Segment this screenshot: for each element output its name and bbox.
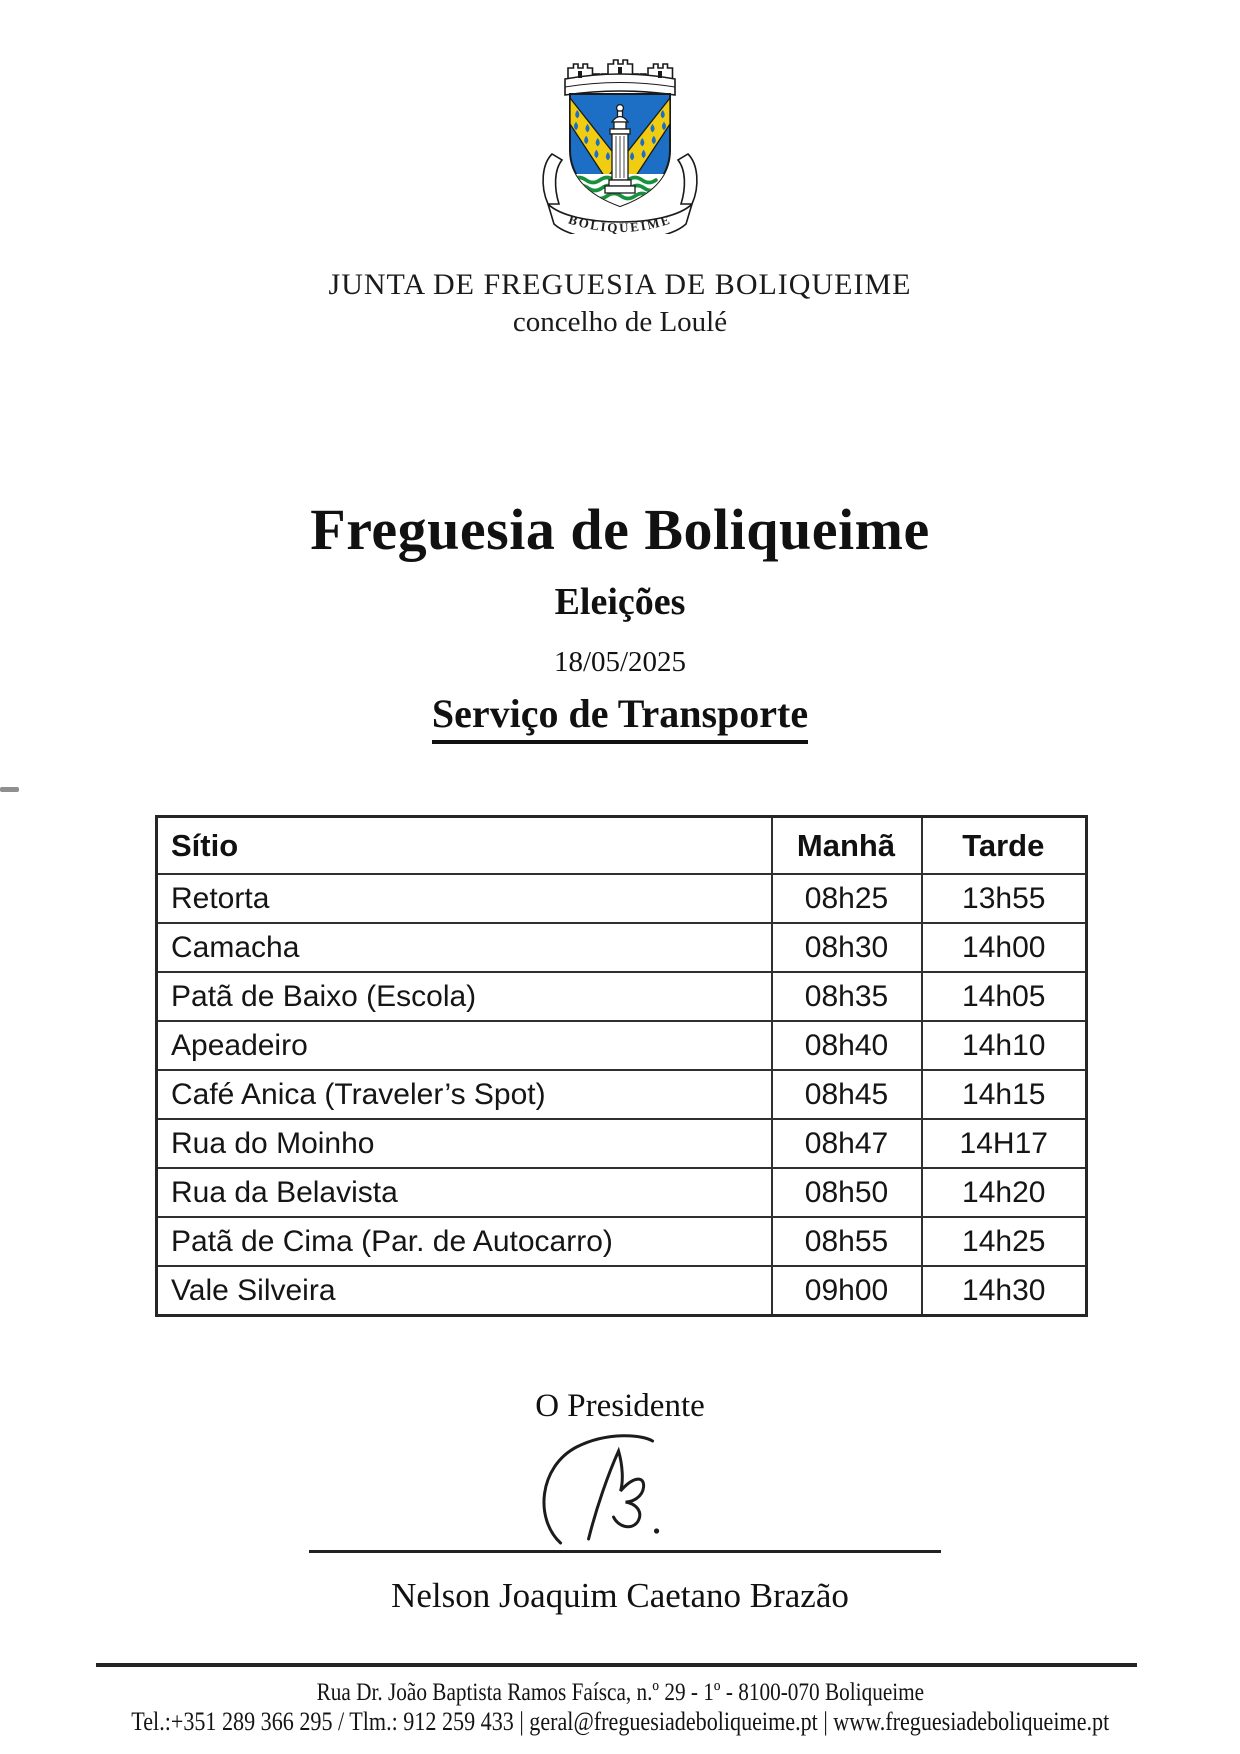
table-cell: 08h25 — [772, 874, 922, 923]
table-cell: Patã de Baixo (Escola) — [157, 972, 772, 1021]
table-row — [157, 1070, 1087, 1119]
table-row — [157, 1266, 1087, 1316]
org-name: JUNTA DE FREGUESIA DE BOLIQUEIME — [328, 268, 912, 301]
table-cell: Camacha — [157, 923, 772, 972]
table-row — [157, 972, 1087, 1021]
president-name: Nelson Joaquim Caetano Brazão — [391, 1576, 849, 1615]
table-row — [157, 1119, 1087, 1168]
mural-crown-icon — [565, 60, 675, 95]
table-cell: 08h35 — [772, 972, 922, 1021]
footer-divider — [96, 1663, 1137, 1667]
table-cell: 08h50 — [772, 1168, 922, 1217]
column-header: Manhã — [772, 817, 922, 875]
table-row — [157, 874, 1087, 923]
coat-of-arms — [531, 58, 709, 234]
table-cell: 08h45 — [772, 1070, 922, 1119]
section-title-text: Serviço de Transporte — [432, 690, 808, 744]
subtitle-eleicoes: Eleições — [554, 581, 686, 623]
section-title — [0, 690, 1240, 744]
footer-address-row — [0, 1679, 1240, 1707]
table-row — [157, 1021, 1087, 1070]
table-cell: Rua do Moinho — [157, 1119, 772, 1168]
election-date: 18/05/2025 — [553, 646, 687, 678]
table-cell: 14h10 — [922, 1021, 1087, 1070]
table-row — [157, 1217, 1087, 1266]
transport-schedule-table — [155, 815, 1088, 1317]
table-cell: 14h20 — [922, 1168, 1087, 1217]
table-cell: 09h00 — [772, 1266, 922, 1316]
table-header-row — [157, 817, 1087, 875]
table-cell: 08h30 — [772, 923, 922, 972]
table-cell: Patã de Cima (Par. de Autocarro) — [157, 1217, 772, 1266]
table-cell: 14h05 — [922, 972, 1087, 1021]
table-cell: 13h55 — [922, 874, 1087, 923]
crest-ribbon-label: BOLIQUEIME — [566, 211, 674, 234]
table-cell: Vale Silveira — [157, 1266, 772, 1316]
table-cell: 08h55 — [772, 1217, 922, 1266]
table-cell: 14h30 — [922, 1266, 1087, 1316]
table-cell: 14h15 — [922, 1070, 1087, 1119]
table-row — [157, 923, 1087, 972]
president-label: O Presidente — [535, 1388, 705, 1424]
table-row — [157, 1168, 1087, 1217]
footer-address: Rua Dr. João Baptista Ramos Faísca, n.º 29 - 1º - 8100-070 Boliqueime — [316, 1679, 924, 1706]
table-body — [157, 874, 1087, 1316]
column-header: Tarde — [922, 817, 1087, 875]
signature-handwriting — [531, 1425, 703, 1557]
footer-contacts-row — [0, 1707, 1240, 1737]
table-cell: Retorta — [157, 874, 772, 923]
footer-contacts: Tel.:+351 289 366 295 / Tlm.: 912 259 433 | geral@freguesiadeboliqueime.pt | www.freguesiadeboliqueime.pt — [131, 1707, 1109, 1736]
table-cell: Apeadeiro — [157, 1021, 772, 1070]
org-subname: concelho de Loulé — [512, 306, 728, 338]
signature-line — [309, 1550, 941, 1553]
table-cell: 08h40 — [772, 1021, 922, 1070]
table-cell: Rua da Belavista — [157, 1168, 772, 1217]
column-header: Sítio — [157, 817, 772, 875]
page-title: Freguesia de Boliqueime — [310, 497, 930, 562]
table-cell: Café Anica (Traveler’s Spot) — [157, 1070, 772, 1119]
table-cell: 14H17 — [922, 1119, 1087, 1168]
scan-artifact-dash — [0, 787, 19, 792]
table-cell: 14h25 — [922, 1217, 1087, 1266]
table-cell: 08h47 — [772, 1119, 922, 1168]
table-cell: 14h00 — [922, 923, 1087, 972]
